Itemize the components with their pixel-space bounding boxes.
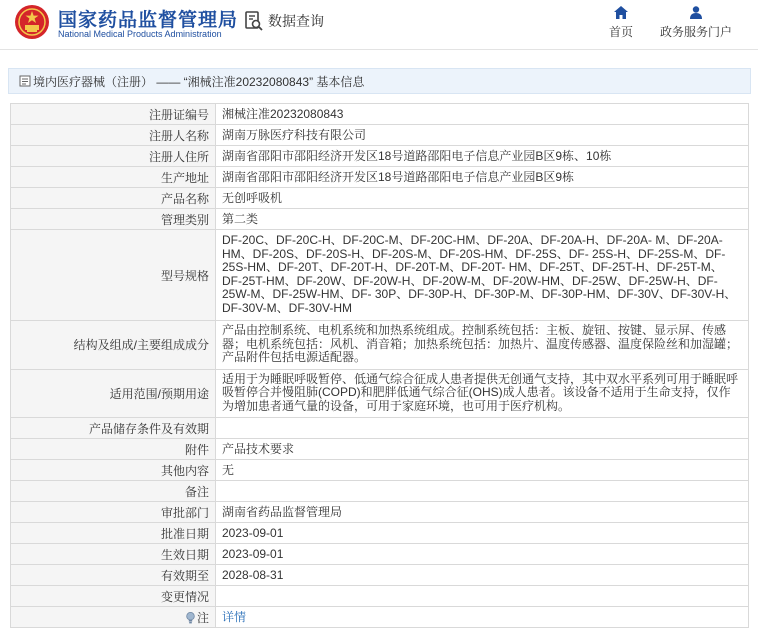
field-label: 管理类别 [11, 209, 216, 230]
field-value: 适用于为睡眠呼吸暂停、低通气综合征成人患者提供无创通气支持，其中双水平系列可用于睡眠呼吸暂停合并慢阻肺(COPD)和肥胖低通气综合征(OHS)成人患者。该设备不适用于生命支持，仅作为增加患者通气量的设备，可用于家庭环境，也可用于医疗机构。 [216, 369, 749, 418]
field-label: 注册人住所 [11, 146, 216, 167]
national-emblem-icon[interactable] [14, 4, 50, 40]
document-icon [19, 75, 31, 87]
table-row [11, 544, 749, 565]
field-value: 2023-09-01 [216, 523, 749, 544]
table-row [11, 418, 749, 439]
data-query-label: 数据查询 [268, 13, 324, 29]
note-value-cell [216, 607, 749, 628]
field-label: 变更情况 [11, 586, 216, 607]
table-row [11, 209, 749, 230]
field-label: 生效日期 [11, 544, 216, 565]
table-row [11, 321, 749, 370]
table-row [11, 502, 749, 523]
breadcrumb [8, 68, 751, 94]
field-value: 2023-09-01 [216, 544, 749, 565]
field-value: 无创呼吸机 [216, 188, 749, 209]
nav-home-label: 首页 [608, 25, 633, 39]
table-row [11, 369, 749, 418]
field-label: 型号规格 [11, 230, 216, 321]
table-row [11, 439, 749, 460]
field-label: 结构及组成/主要组成成分 [11, 321, 216, 370]
note-label-cell [11, 607, 216, 628]
field-value [216, 586, 749, 607]
field-label: 适用范围/预期用途 [11, 369, 216, 418]
field-value: 湖南省药品监督管理局 [216, 502, 749, 523]
brand-name-cn[interactable]: 国家药品监督管理局 [58, 10, 239, 31]
table-row [11, 607, 749, 628]
table-row [11, 565, 749, 586]
field-label: 生产地址 [11, 167, 216, 188]
table-row [11, 104, 749, 125]
nav-gov-label: 政务服务门户 [659, 25, 732, 39]
field-label: 备注 [11, 481, 216, 502]
field-label: 批准日期 [11, 523, 216, 544]
field-value: 第二类 [216, 209, 749, 230]
home-icon [614, 6, 628, 19]
details-link[interactable]: 详情 [222, 609, 247, 624]
field-label: 有效期至 [11, 565, 216, 586]
person-icon [689, 6, 703, 19]
field-value [216, 418, 749, 439]
table-row [11, 230, 749, 321]
search-document-icon [244, 10, 264, 32]
breadcrumb-text: 境内医疗器械（注册） —— “湘械注准20232080843” 基本信息 [33, 74, 365, 89]
field-label: 产品储存条件及有效期 [11, 418, 216, 439]
field-label: 其他内容 [11, 460, 216, 481]
nav-home[interactable] [604, 6, 638, 40]
data-query-link[interactable] [244, 8, 324, 34]
field-label: 产品名称 [11, 188, 216, 209]
table-row [11, 125, 749, 146]
lightbulb-icon [186, 612, 195, 624]
table-row [11, 460, 749, 481]
field-value: 湘械注准20232080843 [216, 104, 749, 125]
field-value: 湖南省邵阳市邵阳经济开发区18号道路邵阳电子信息产业园B区9栋、10栋 [216, 146, 749, 167]
field-value: DF-20C、DF-20C-H、DF-20C-M、DF-20C-HM、DF-20A、DF-20A-H、DF-20A- M、DF-20A-HM、DF-20S、DF-20S-H、DF-20S-M、DF-20S-HM、DF-25S、DF- 25S-H、DF-25S-M、DF-25S-HM、DF-20T、DF-20T-H、DF-20T-M、DF-20T- HM、DF-25T、DF-25T-H、DF-25T-M、DF-25T-HM、DF-20W、DF-20W-H、DF-20W-M、DF-20W-HM、DF-25W、DF-25W-H、DF-25W-M、DF-25W-HM、DF- 30P、DF-30P-H、DF-30P-M、DF-30P-HM、DF-30V、DF-30V-H、DF-30V-M、DF-30V-HM [216, 230, 749, 321]
detail-table [10, 103, 749, 628]
field-label: 注册证编号 [11, 104, 216, 125]
brand-name-en[interactable]: National Medical Products Administration [58, 29, 222, 39]
table-row [11, 586, 749, 607]
field-label: 注册人名称 [11, 125, 216, 146]
table-row [11, 188, 749, 209]
field-label: 注 [196, 610, 209, 625]
field-label: 附件 [11, 439, 216, 460]
table-row [11, 146, 749, 167]
table-row [11, 167, 749, 188]
field-value: 湖南省邵阳市邵阳经济开发区18号道路邵阳电子信息产业园B区9栋 [216, 167, 749, 188]
field-value: 产品技术要求 [216, 439, 749, 460]
field-value: 湖南万脉医疗科技有限公司 [216, 125, 749, 146]
field-value [216, 481, 749, 502]
field-value: 产品由控制系统、电机系统和加热系统组成。控制系统包括：主板、旋钮、按键、显示屏、传感器；电机系统包括：风机、消音箱；加热系统包括：加热片、温度传感器、温度保险丝和加湿罐；产品附件包括电源适配器。 [216, 321, 749, 370]
table-row [11, 523, 749, 544]
table-row [11, 481, 749, 502]
site-header [0, 0, 758, 50]
nav-gov-services[interactable] [656, 6, 736, 40]
field-value: 无 [216, 460, 749, 481]
field-label: 审批部门 [11, 502, 216, 523]
field-value: 2028-08-31 [216, 565, 749, 586]
